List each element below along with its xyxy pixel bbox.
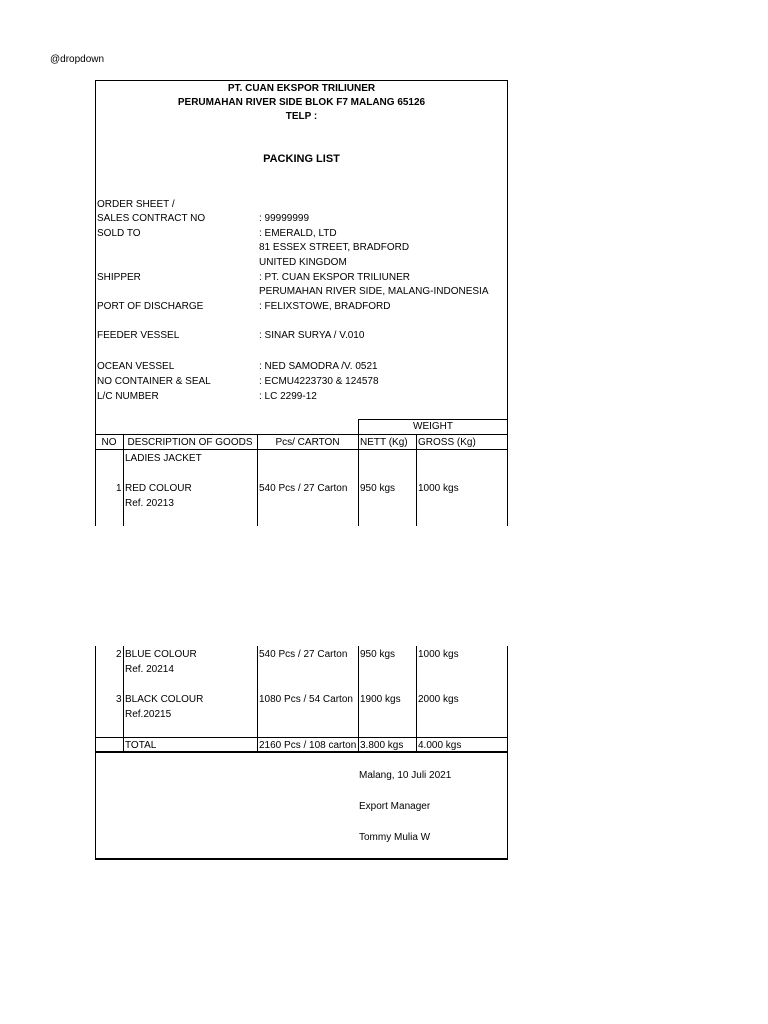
company-telp: TELP : <box>285 111 318 122</box>
row-3-pcs-carton: 1080 Pcs / 54 Carton <box>259 694 353 705</box>
signature-name: Tommy Mulia W <box>359 832 431 843</box>
row-3-ref: Ref.20215 <box>125 709 172 720</box>
goods-group-label: LADIES JACKET <box>125 453 202 464</box>
row-2-nett: 950 kgs <box>360 649 396 660</box>
lc-number-value: : LC 2299-12 <box>259 391 317 402</box>
sold-to-country: UNITED KINGDOM <box>259 257 347 268</box>
port-of-discharge-label: PORT OF DISCHARGE <box>97 301 204 312</box>
ocean-vessel-value: : NED SAMODRA /V. 0521 <box>259 361 378 372</box>
sold-to-label: SOLD TO <box>97 228 141 239</box>
order-sheet-label: ORDER SHEET / <box>97 199 175 210</box>
total-nett: 3.800 kgs <box>360 740 404 751</box>
company-address: PERUMAHAN RIVER SIDE BLOK F7 MALANG 65126 <box>177 97 426 108</box>
frame-right <box>507 80 508 526</box>
frame-right-lower <box>507 646 508 860</box>
shipper-address: PERUMAHAN RIVER SIDE, MALANG-INDONESIA <box>259 286 489 297</box>
total-pcs-carton: 2160 Pcs / 108 carton <box>259 740 357 751</box>
column-header-top-line <box>95 434 508 435</box>
port-of-discharge-value: : FELIXSTOWE, BRADFORD <box>259 301 391 312</box>
row-3-nett: 1900 kgs <box>360 694 401 705</box>
row-1-pcs-carton: 540 Pcs / 27 Carton <box>259 483 348 494</box>
total-label: TOTAL <box>125 740 157 751</box>
ocean-vessel-label: OCEAN VESSEL <box>97 361 175 372</box>
weight-header-top-line <box>358 419 508 420</box>
frame-left-lower <box>95 646 96 860</box>
row-1-ref: Ref. 20213 <box>125 498 174 509</box>
row-2-ref: Ref. 20214 <box>125 664 174 675</box>
sales-contract-value: : 99999999 <box>259 213 310 224</box>
column-header-gross: GROSS (Kg) <box>418 437 476 448</box>
watermark-text: @dropdown <box>50 54 105 65</box>
lc-number-label: L/C NUMBER <box>97 391 159 402</box>
company-name: PT. CUAN EKSPOR TRILIUNER <box>227 83 376 94</box>
feeder-vessel-label: FEEDER VESSEL <box>97 330 180 341</box>
signature-place-date: Malang, 10 Juli 2021 <box>359 770 452 781</box>
row-3-description: BLACK COLOUR <box>125 694 204 705</box>
col-divider-nett <box>416 434 417 526</box>
column-header-description: DESCRIPTION OF GOODS <box>127 437 253 448</box>
sold-to-address: 81 ESSEX STREET, BRADFORD <box>259 242 410 253</box>
row-2-description: BLUE COLOUR <box>125 649 197 660</box>
container-seal-label: NO CONTAINER & SEAL <box>97 376 211 387</box>
row-2-no: 2 <box>116 649 122 660</box>
row-2-pcs-carton: 540 Pcs / 27 Carton <box>259 649 348 660</box>
total-row-top-line <box>95 737 508 738</box>
row-1-no: 1 <box>116 483 122 494</box>
column-header-pcs-carton: Pcs/ CARTON <box>275 437 340 448</box>
col-divider-pcs <box>358 419 359 526</box>
total-gross: 4.000 kgs <box>418 740 462 751</box>
shipper-label: SHIPPER <box>97 272 141 283</box>
row-3-no: 3 <box>116 694 122 705</box>
frame-top <box>95 80 508 81</box>
row-3-gross: 2000 kgs <box>418 694 459 705</box>
row-1-nett: 950 kgs <box>360 483 396 494</box>
weight-header: WEIGHT <box>413 421 453 432</box>
row-1-gross: 1000 kgs <box>418 483 459 494</box>
column-header-no: NO <box>101 437 117 448</box>
total-row-bottom-line <box>95 751 508 753</box>
row-2-gross: 1000 kgs <box>418 649 459 660</box>
row-1-description: RED COLOUR <box>125 483 192 494</box>
column-header-nett: NETT (Kg) <box>360 437 408 448</box>
shipper-value: : PT. CUAN EKSPOR TRILIUNER <box>259 272 410 283</box>
feeder-vessel-value: : SINAR SURYA / V.010 <box>259 330 365 341</box>
frame-bottom <box>95 858 508 860</box>
document-title: PACKING LIST <box>263 153 340 165</box>
column-header-bottom-line <box>95 449 508 450</box>
container-seal-value: : ECMU4223730 & 124578 <box>259 376 379 387</box>
signature-position: Export Manager <box>359 801 431 812</box>
sold-to-value: : EMERALD, LTD <box>259 228 337 239</box>
frame-left <box>95 80 96 526</box>
sales-contract-label: SALES CONTRACT NO <box>97 213 206 224</box>
